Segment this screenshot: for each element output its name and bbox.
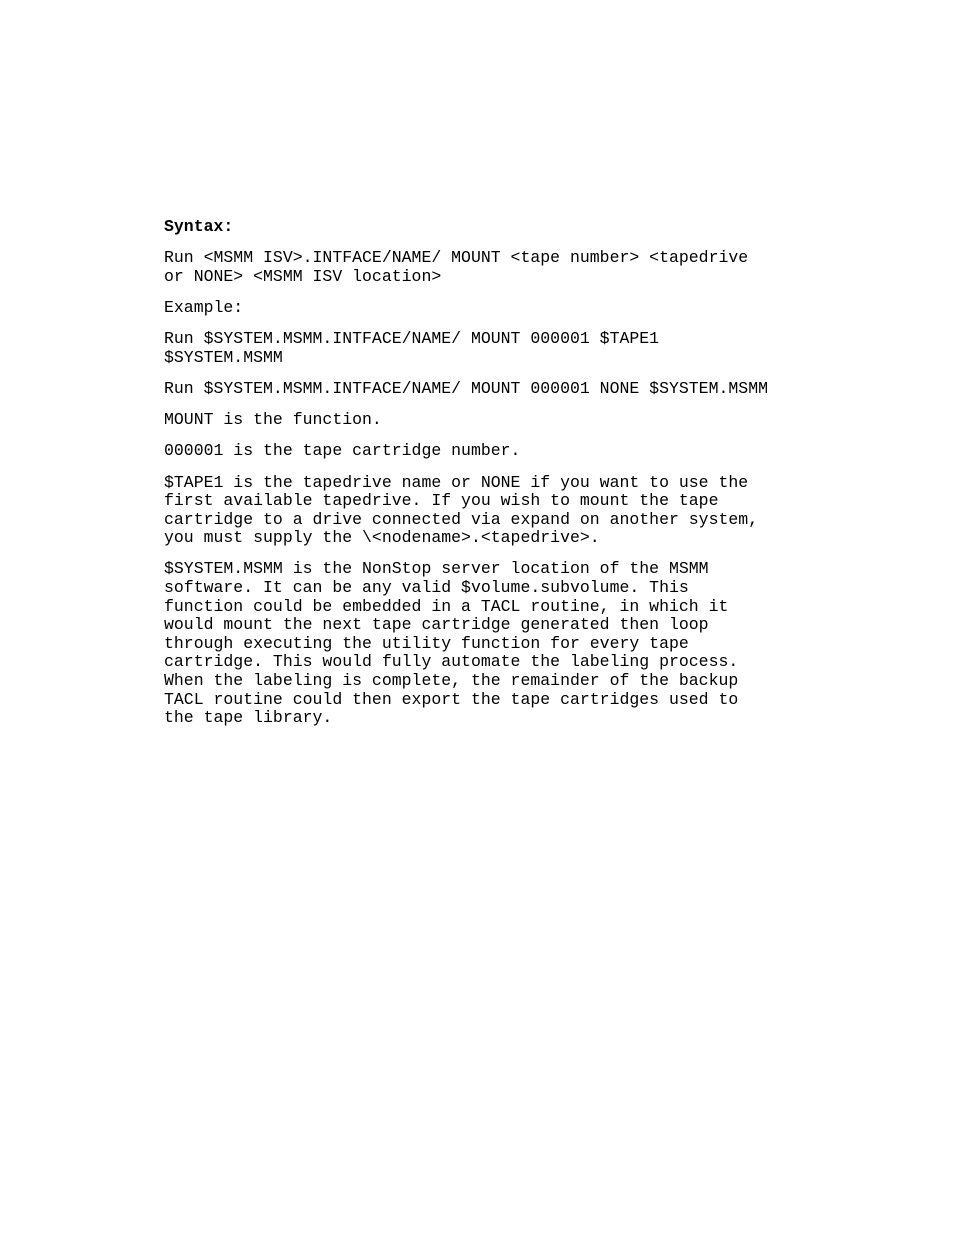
example-2: Run $SYSTEM.MSMM.INTFACE/NAME/ MOUNT 000001 NONE $SYSTEM.MSMM <box>164 378 768 398</box>
tapedrive-description: $TAPE1 is the tapedrive name or NONE if you want to use the first available tapedrive. If you wish to mount the tape cartridge to a drive connected via expand on another system, you must supply the \<nodename>.<tapedrive>. <box>164 472 759 548</box>
syntax-heading: Syntax: <box>164 217 234 236</box>
syntax-line: Run <MSMM ISV>.INTFACE/NAME/ MOUNT <tape number> <tapedrive or NONE> <MSMM ISV location> <box>164 248 749 286</box>
cartridge-description: 000001 is the tape cartridge number. <box>164 441 521 461</box>
system-location-description: $SYSTEM.MSMM is the NonStop server location of the MSMM software. It can be any valid $volume.subvolume. This function could be embedded in a TACL routine, in which it would mount the next tape cartridge generated then loop through executing the utility function for every tape cartridge. This would fully automate the labeling process. When the labeling is complete, the remainder of the backup TACL routine could then export the tape cartridges used to the tape library. <box>164 559 739 728</box>
example-label: Example: <box>164 297 244 317</box>
mount-description: MOUNT is the function. <box>164 410 382 430</box>
example-1: Run $SYSTEM.MSMM.INTFACE/NAME/ MOUNT 000001 $TAPE1 $SYSTEM.MSMM <box>164 329 660 367</box>
document-body <box>164 218 884 740</box>
